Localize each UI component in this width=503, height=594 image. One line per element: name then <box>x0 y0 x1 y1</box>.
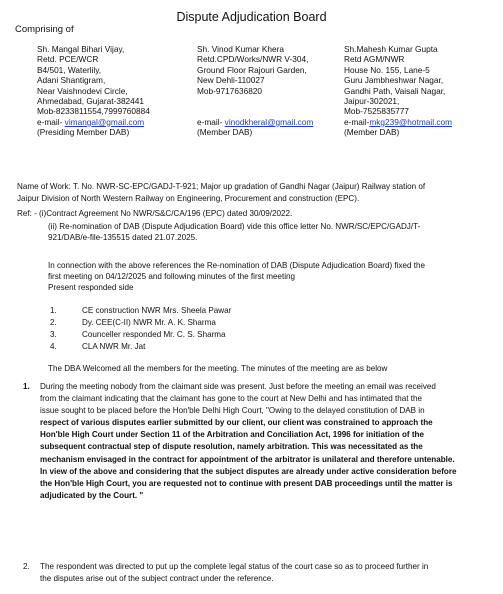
item-line: the disputes arise out of the subject contract under the reference. <box>40 574 274 584</box>
member-third <box>344 44 452 138</box>
member-line: Sh. Mangal Bihari Vijay, <box>37 44 125 54</box>
comprising-label: Comprising of <box>15 24 74 35</box>
email-link[interactable]: vimangal@gmail.com <box>64 116 145 127</box>
connection-line: In connection with the above references the Re-nomination of DAB (Dispute Adjudication Board) fixed the <box>48 261 426 270</box>
attendee-name: Counceller responded Mr. C. S. Sharma <box>82 330 226 339</box>
email-link[interactable]: vinodkheral@gmail.com <box>224 116 314 127</box>
member-role: (Member DAB) <box>197 127 253 138</box>
email-prefix: e-mail- <box>344 116 370 127</box>
item-line: respect of various disputes earlier submitted by our client, our client was constrained to approach the <box>40 418 433 428</box>
member-email-line <box>197 117 313 127</box>
welcome-line: The DBA Welcomed all the members for the meeting. The minutes of the meeting are as below <box>48 364 388 373</box>
member-line: Gandhi Path, Vaisali Nagar, <box>344 85 446 96</box>
item-line: The respondent was directed to put up the complete legal status of the court case so as to proceed further in <box>40 562 429 571</box>
ref-line-1: Ref: - (i)Contract Agreement No NWR/S&C/CA/196 (EPC) dated 30/09/2022. <box>17 209 293 218</box>
member-email-line <box>344 117 452 127</box>
item-line: the Hon'ble High Court, you are requested not to continue with present DAB proceedings until the matter is <box>40 478 453 488</box>
member-line: Adani Shantigram, <box>37 75 106 86</box>
member-presiding <box>37 44 150 138</box>
member-line: B4/501, Waterlily, <box>37 64 102 75</box>
item-line: issue sought to be placed before the Hon'ble Delhi High Court, "Owing to the delayed constitution of DAB in <box>40 406 425 416</box>
member-role: (Member DAB) <box>344 127 400 138</box>
name-of-work-line: Jaipur Division of North Western Railway on Engineering, Procurement and construction (EPC). <box>17 193 360 203</box>
attendee-name: CLA NWR Mr. Jat <box>82 342 146 351</box>
attendee-number: 4. <box>50 342 57 351</box>
email-prefix: e-mail- <box>37 116 65 127</box>
item-line: mechanism envisaged in the contract for appointment of the arbitrator is unilateral and therefore untenable. <box>40 454 455 464</box>
member-line: Sh. Vinod Kumar Khera <box>197 44 285 54</box>
member-line: Jaipur-302021, <box>344 96 400 107</box>
item-line: subsequent contractual step of dispute resolution, namely arbitration. This was necessitated as the <box>40 442 423 452</box>
member-line: Retd. PCE/WCR <box>37 54 99 65</box>
name-of-work-line: Name of Work: T. No. NWR-SC-EPC/GADJ-T-921; Major up gradation of Gandhi Nagar (Jaipur) Railway station of <box>17 182 426 191</box>
member-line: Mob-8233811554,7999760884 <box>37 106 150 117</box>
attendee-number: 2. <box>50 318 57 327</box>
connection-line: first meeting on 04/12/2025 and following minutes of the first meeting <box>48 272 296 281</box>
member-second <box>197 44 313 138</box>
ref-line-2: (ii) Re-nomination of DAB (Dispute Adjudication Board) vide this office letter No. NWR/SC/EPC/GADJ/T- <box>48 222 421 231</box>
email-link[interactable]: mkg239@hotmail.com <box>369 116 453 127</box>
member-line: Retd AGM/NWR <box>344 54 405 65</box>
member-email-line <box>37 117 150 127</box>
item-line: from the claimant indicating that the claimant has gone to the court at New Delhi and has intimated that the <box>40 394 422 404</box>
item-line: adjudicated by the Court. " <box>40 490 144 500</box>
attendee-number: 1. <box>50 306 57 315</box>
member-role: (Presiding Member DAB) <box>37 127 130 138</box>
member-line: Near Vaishnodevi Circle, <box>37 85 128 96</box>
minutes-item-2 <box>40 561 428 585</box>
member-line: House No. 155, Lane-5 <box>344 64 430 75</box>
name-of-work <box>17 181 425 204</box>
ref-line-3: 921/DAB/e-file-135515 dated 21.07.2025. <box>48 233 198 242</box>
minutes-item-1 <box>40 381 456 502</box>
attendee-name: Dy. CEE(C-II) NWR Mr. A. K. Sharma <box>82 318 216 327</box>
present-label: Present responded side <box>48 283 134 292</box>
page-title: Dispute Adjudication Board <box>176 10 327 24</box>
member-line: Ahmedabad, Gujarat-382441 <box>37 96 145 107</box>
member-line: New Dehli-110027 <box>197 75 265 86</box>
email-prefix: e-mail- <box>197 116 225 127</box>
member-line: Sh.Mahesh Kumar Gupta <box>344 44 438 54</box>
spacer <box>197 96 313 117</box>
member-line: Retd.CPD/Works/NWR V-304, <box>197 54 309 65</box>
item-line: Hon'ble High Court under Section 11 of the Arbitration and Conciliation Act, 1996 for initiation of the <box>40 430 424 440</box>
member-line: Mob-9717636820 <box>197 85 263 96</box>
member-line: Ground Floor Rajouri Garden, <box>197 64 307 75</box>
attendee-number: 3. <box>50 330 57 339</box>
item-line: During the meeting nobody from the claimant side was present. Just before the meeting an email was received <box>40 382 436 391</box>
item-line: In view of the above and considering that the subject disputes are already under active consideration before <box>40 466 457 476</box>
member-line: Mob-7525835777 <box>344 106 410 117</box>
item-number: 2. <box>23 562 30 571</box>
attendee-name: CE construction NWR Mrs. Sheela Pawar <box>82 306 232 315</box>
member-line: Guru Jambheshwar Nagar, <box>344 75 444 86</box>
item-number: 1. <box>23 382 30 391</box>
